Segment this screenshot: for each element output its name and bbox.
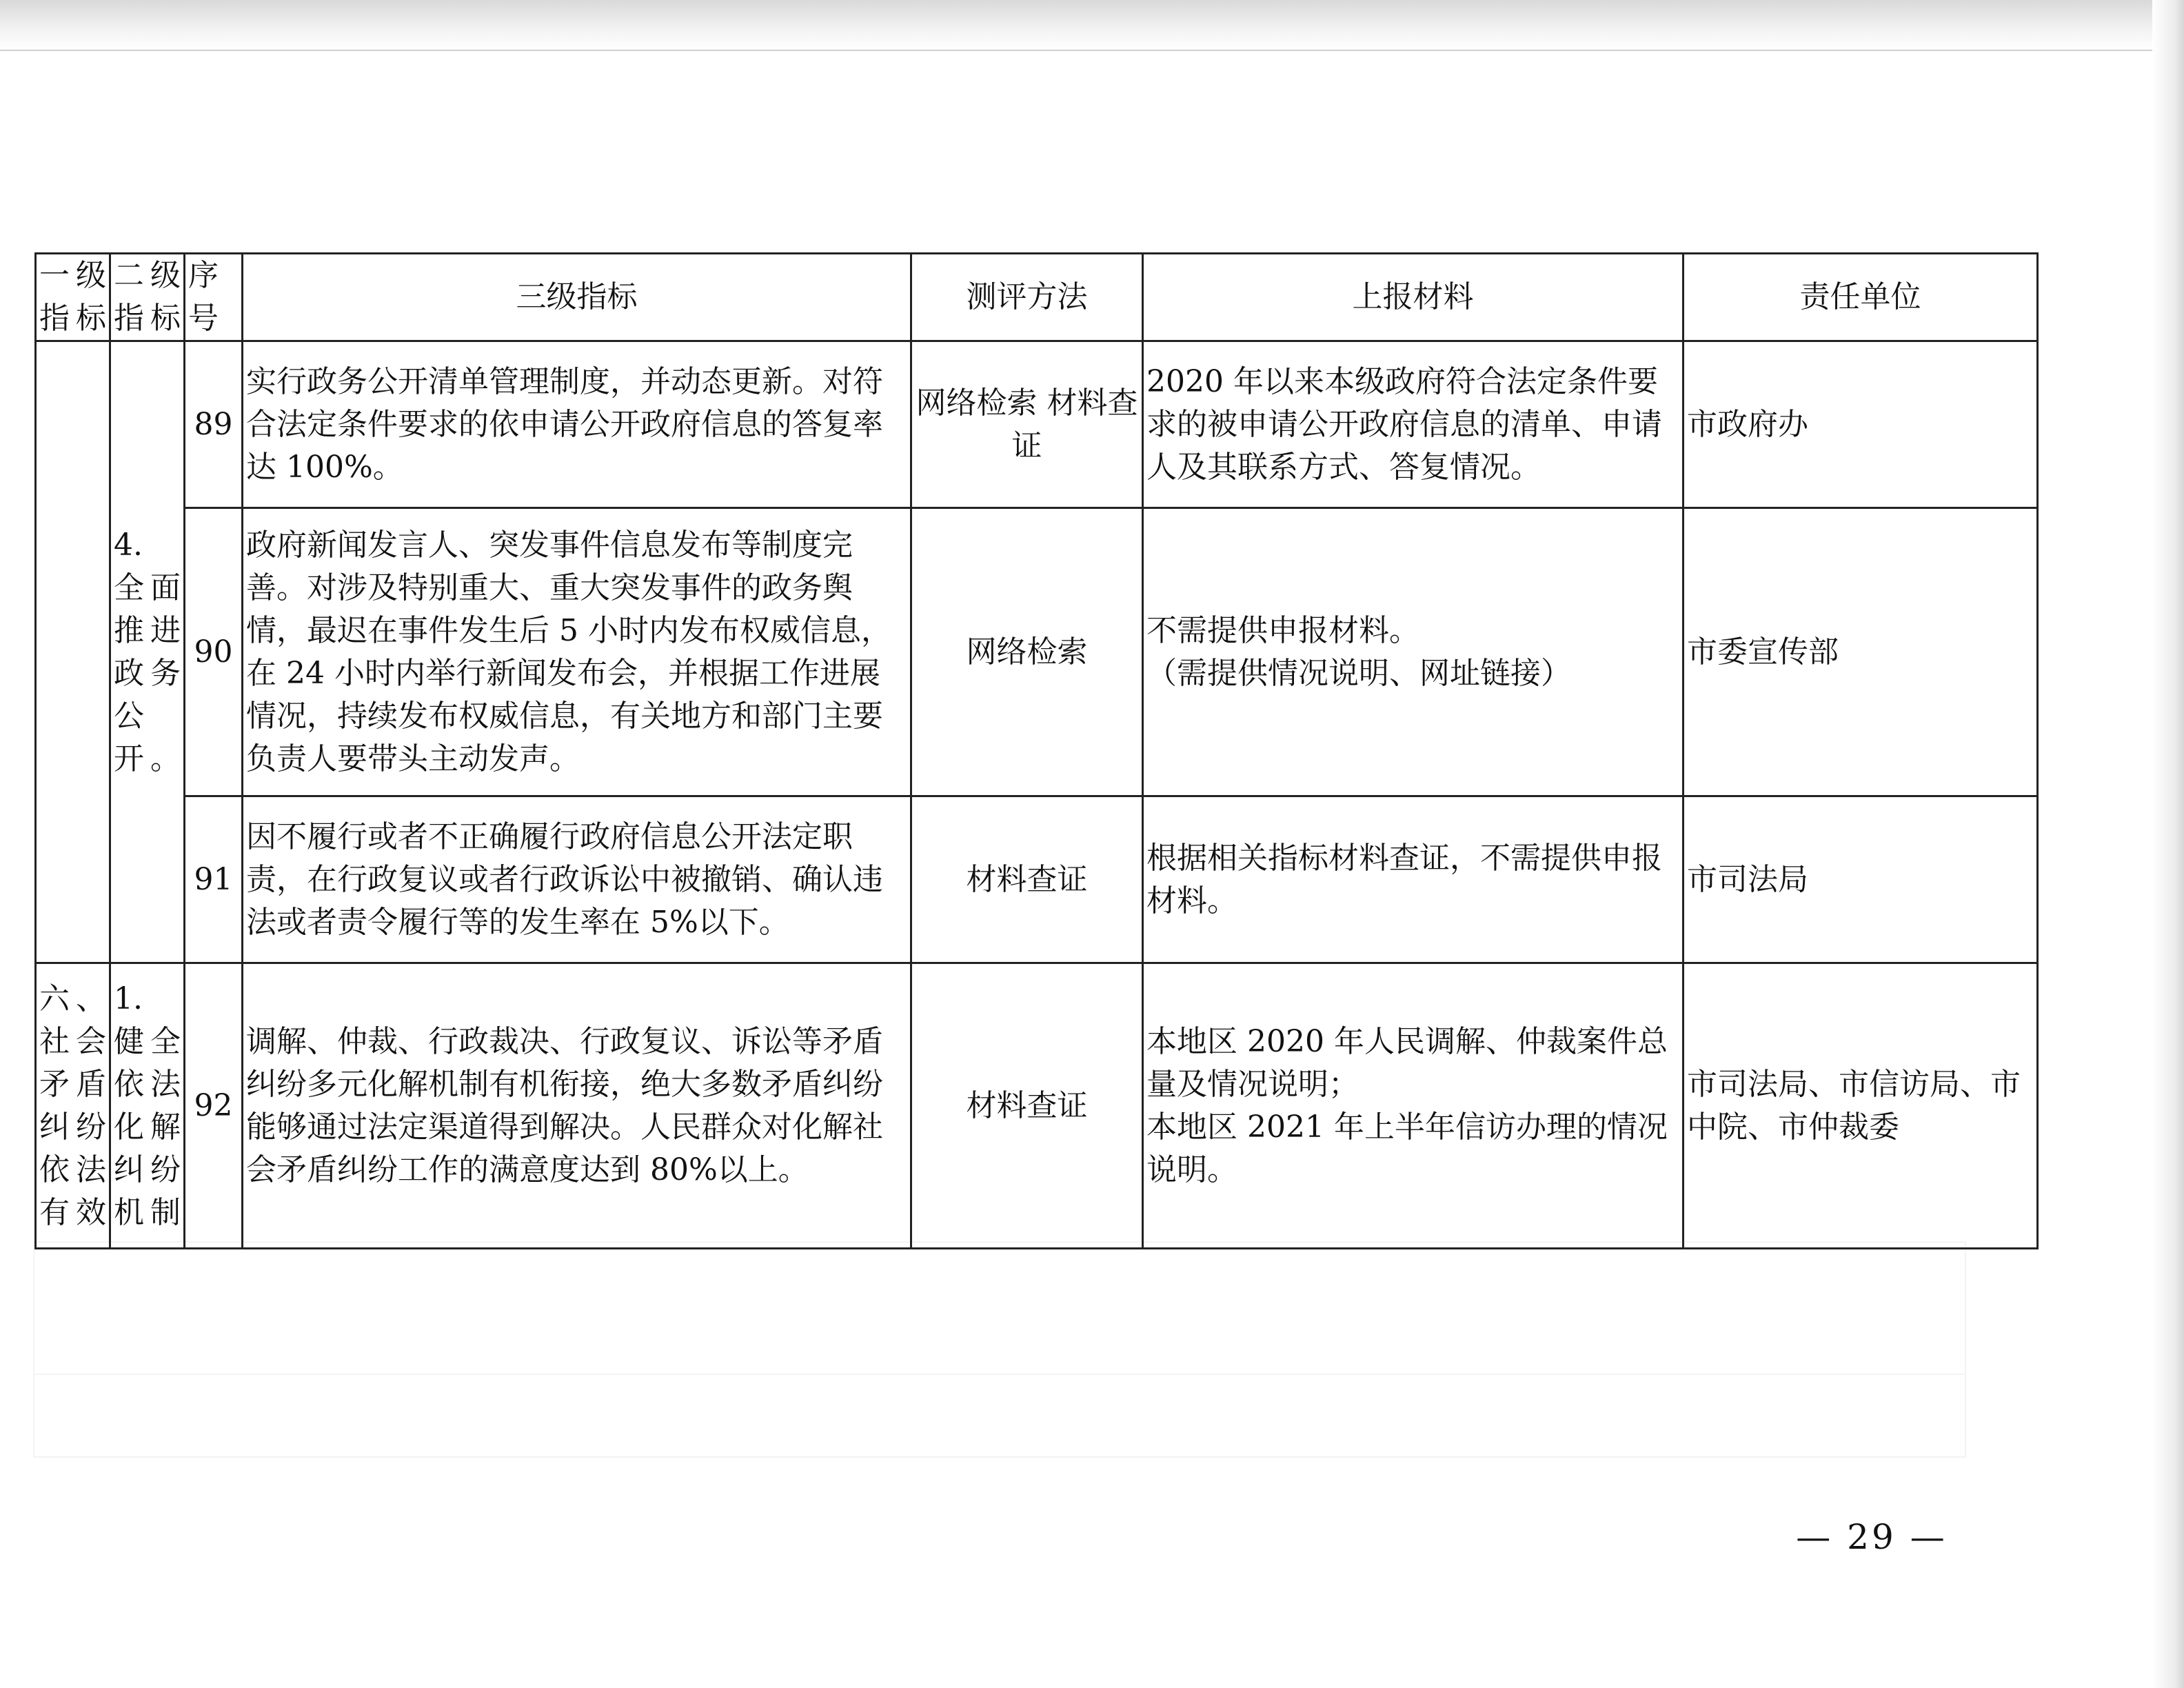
header-level2: 二级指标 bbox=[110, 254, 185, 341]
header-level3: 三级指标 bbox=[243, 254, 911, 341]
table-row bbox=[36, 963, 2038, 1249]
level1-cell-empty bbox=[36, 341, 110, 963]
indicator-cell: 因不履行或者不正确履行政府信息公开法定职责，在行政复议或者行政诉讼中被撤销、确认违法或者责令履行等的发生率在 5%以下。 bbox=[243, 796, 911, 963]
unit-cell: 市司法局 bbox=[1684, 796, 2038, 963]
seq-cell: 91 bbox=[185, 796, 243, 963]
indicator-cell: 调解、仲裁、行政裁决、行政复议、诉讼等矛盾纠纷多元化解机制有机衔接，绝大多数矛盾纠纷能够通过法定渠道得到解决。人民群众对化解社会矛盾纠纷工作的满意度达到 80%以上。 bbox=[243, 963, 911, 1249]
level1-cell-social-disputes: 六、社会矛盾纠纷依法有效 bbox=[36, 963, 110, 1249]
header-seq: 序号 bbox=[185, 254, 243, 341]
method-cell: 网络检索 bbox=[911, 508, 1143, 796]
level2-cell-dispute-mechanism: 1. 健全依法化解纠纷机制 bbox=[110, 963, 185, 1249]
indicator-cell: 政府新闻发言人、突发事件信息发布等制度完善。对涉及特别重大、重大突发事件的政务舆情，最迟在事件发生后 5 小时内发布权威信息，在 24 小时内举行新闻发布会，并根据工作进展情况，持续发布权威信息，有关地方和部门主要负责人要带头主动发声。 bbox=[243, 508, 911, 796]
unit-cell: 市委宣传部 bbox=[1684, 508, 2038, 796]
bleed-through-shadow bbox=[33, 1241, 1966, 1458]
scan-top-edge bbox=[0, 0, 2184, 51]
page-number: — 29 — bbox=[1796, 1517, 1948, 1557]
table-row bbox=[36, 508, 2038, 796]
method-cell: 网络检索 材料查证 bbox=[911, 341, 1143, 508]
materials-cell: 根据相关指标材料查证，不需提供申报材料。 bbox=[1143, 796, 1684, 963]
seq-cell: 92 bbox=[185, 963, 243, 1249]
level2-cell-open-government: 4. 全面推进政务公开。 bbox=[110, 341, 185, 963]
seq-cell: 90 bbox=[185, 508, 243, 796]
seq-cell: 89 bbox=[185, 341, 243, 508]
header-row bbox=[36, 254, 2038, 341]
header-method: 测评方法 bbox=[911, 254, 1143, 341]
header-unit: 责任单位 bbox=[1684, 254, 2038, 341]
header-materials: 上报材料 bbox=[1143, 254, 1684, 341]
unit-cell: 市政府办 bbox=[1684, 341, 2038, 508]
scan-right-edge bbox=[2152, 0, 2184, 1688]
materials-cell: 本地区 2020 年人民调解、仲裁案件总量及情况说明； 本地区 2021 年上半年信访办理的情况说明。 bbox=[1143, 963, 1684, 1249]
table-row bbox=[36, 341, 2038, 508]
table-row bbox=[36, 796, 2038, 963]
materials-cell: 不需提供申报材料。 （需提供情况说明、网址链接） bbox=[1143, 508, 1684, 796]
indicator-table bbox=[34, 252, 2039, 1249]
header-level1: 一级指标 bbox=[36, 254, 110, 341]
method-cell: 材料查证 bbox=[911, 963, 1143, 1249]
unit-cell: 市司法局、市信访局、市中院、市仲裁委 bbox=[1684, 963, 2038, 1249]
indicator-cell: 实行政务公开清单管理制度，并动态更新。对符合法定条件要求的依申请公开政府信息的答复率达 100%。 bbox=[243, 341, 911, 508]
method-cell: 材料查证 bbox=[911, 796, 1143, 963]
materials-cell: 2020 年以来本级政府符合法定条件要求的被申请公开政府信息的清单、申请人及其联系方式、答复情况。 bbox=[1143, 341, 1684, 508]
